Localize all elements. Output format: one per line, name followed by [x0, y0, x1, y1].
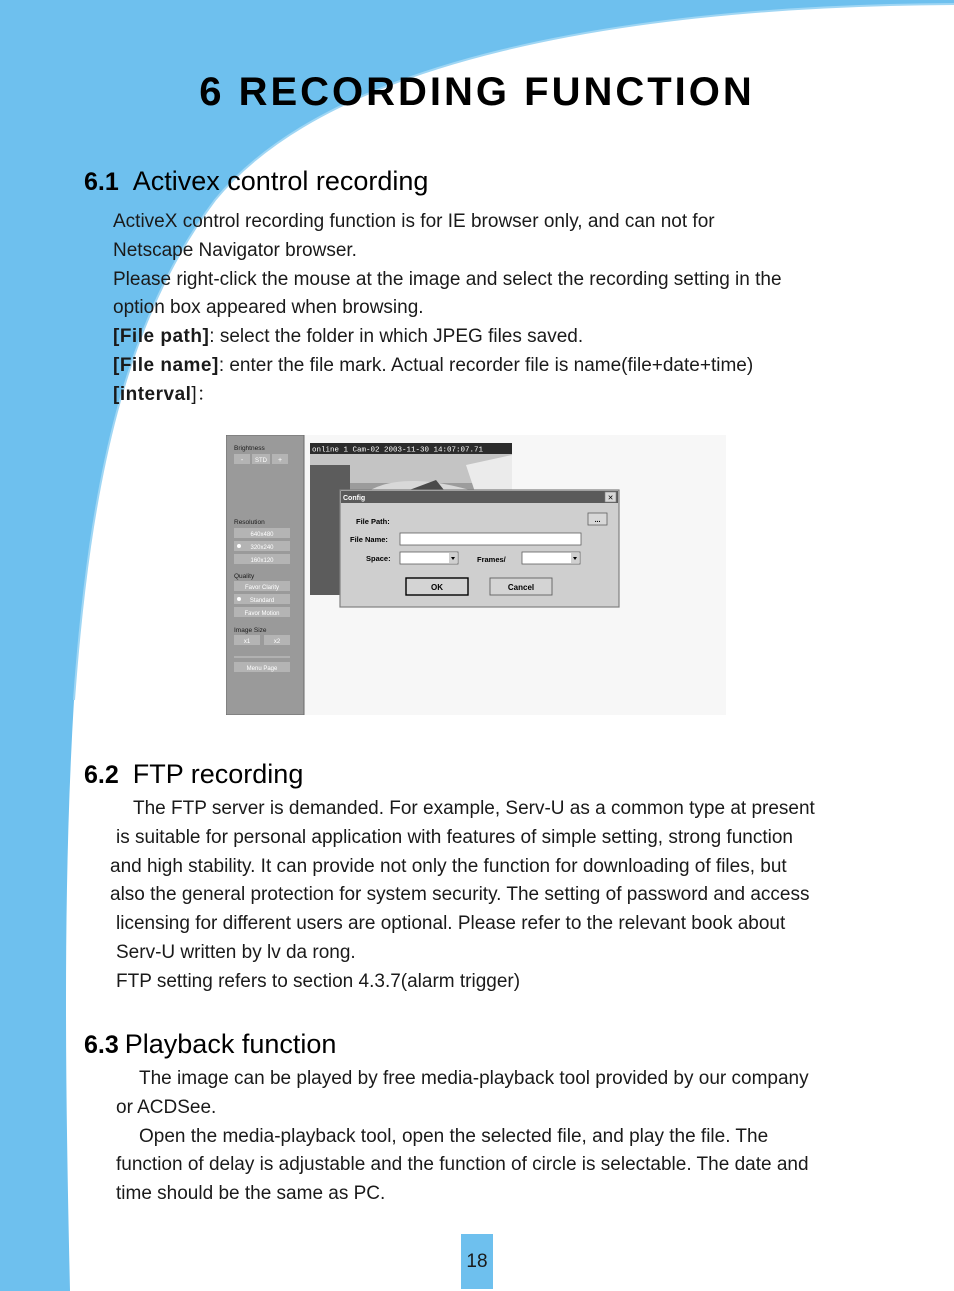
section-6-3-title: Playback function — [124, 1029, 337, 1059]
dialog-title: Config — [343, 495, 366, 502]
file-name-field-label: File Name: — [350, 535, 388, 544]
interval-line — [113, 381, 782, 410]
quality-option-label: Favor Clarity — [244, 585, 280, 591]
text-line: FTP setting refers to section 4.3.7(alarm trigger) — [116, 970, 521, 992]
section-6-1-number: 6.1 — [84, 168, 119, 196]
resolution-option-label: 320x240 — [250, 545, 274, 551]
config-dialog-screenshot — [226, 435, 726, 715]
frames-field-label: Frames/ — [477, 555, 506, 564]
image-size-x1-label: x1 — [243, 639, 251, 645]
resolution-option-label: 640x480 — [250, 532, 274, 538]
text-line: function of delay is adjustable and the function of circle is selectable. The date and — [116, 1154, 809, 1176]
section-6-1-body — [113, 208, 782, 410]
text-line: The FTP server is demanded. For example, Serv-U as a common type at present — [133, 798, 815, 819]
text-line: Open the media-playback tool, open the selected file, and play the file. The — [139, 1125, 769, 1147]
text-line: Please right-click the mouse at the image and select the recording setting in the — [113, 268, 782, 290]
page-title: 6 RECORDING FUNCTION — [199, 70, 755, 114]
control-sidebar — [226, 435, 304, 715]
radio-selected-icon — [237, 544, 241, 548]
text-line: The image can be played by free media-playback tool provided by our company — [139, 1068, 809, 1089]
resolution-option-label: 160x120 — [250, 558, 274, 564]
section-6-1-title: Activex control recording — [132, 166, 429, 196]
section-6-2-title: FTP recording — [132, 759, 304, 789]
quality-label: Quality — [234, 573, 255, 580]
section-6-2-heading — [84, 759, 303, 790]
text-line: Netscape Navigator browser. — [113, 239, 357, 261]
brightness-std-label: STD — [255, 458, 267, 464]
text-line: and high stability. It can provide not only the function for downloading of files, but — [110, 855, 787, 877]
file-name-input[interactable] — [400, 533, 581, 545]
file-name-line — [113, 352, 782, 381]
section-6-3-body — [116, 1065, 809, 1209]
dialog-title-bar — [341, 491, 618, 503]
close-icon: ✕ — [607, 495, 614, 502]
brightness-label: Brightness — [234, 445, 265, 452]
text-line: time should be the same as PC. — [116, 1183, 386, 1205]
space-field-label: Space: — [366, 554, 391, 563]
resolution-label: Resolution — [234, 519, 265, 526]
brightness-plus-label: + — [277, 457, 283, 464]
section-6-1-heading — [84, 166, 428, 197]
quality-option-label: Favor Motion — [244, 611, 280, 617]
section-6-3-number: 6.3 — [84, 1031, 119, 1059]
text-line: Serv-U written by lv da rong. — [116, 941, 356, 963]
image-size-x2-label: x2 — [273, 639, 281, 645]
brightness-minus-label: - — [240, 457, 244, 464]
text-line: ActiveX control recording function is for IE browser only, and can not for — [113, 211, 715, 232]
file-path-line — [113, 323, 782, 352]
text-line: licensing for different users are optional. Please refer to the relevant book about — [116, 913, 786, 935]
menu-page-label: Menu Page — [246, 666, 278, 672]
text-line: also the general protection for system security. The setting of password and access — [110, 884, 810, 906]
page-number: 18 — [461, 1234, 493, 1289]
file-name-text: : enter the file mark. Actual recorder file is name(file+date+time) — [218, 354, 754, 376]
section-6-3-heading — [84, 1029, 336, 1060]
file-path-field-label: File Path: — [356, 517, 390, 526]
text-line: option box appeared when browsing. — [113, 297, 424, 319]
file-path-text: : select the folder in which JPEG files saved. — [209, 326, 584, 348]
browse-button-label: ... — [594, 517, 601, 524]
file-path-label: [File path] — [113, 326, 210, 348]
radio-selected-icon — [237, 597, 241, 601]
section-6-2-body — [110, 795, 815, 997]
file-name-label: [File name] — [113, 354, 219, 376]
section-6-2-number: 6.2 — [84, 761, 119, 789]
text-line: or ACDSee. — [116, 1096, 217, 1118]
config-dialog — [340, 490, 619, 607]
image-size-label: Image Size — [234, 627, 267, 634]
interval-label: [interval — [113, 383, 192, 405]
cancel-button-label: Cancel — [507, 583, 535, 592]
ok-button-label: OK — [431, 583, 443, 592]
quality-option-label: Standard — [249, 598, 275, 604]
text-line: is suitable for personal application with features of simple setting, strong function — [116, 826, 793, 848]
camera-overlay-text: online 1 Cam-02 2003-11-30 14:07:07.71 — [312, 446, 484, 455]
interval-text: ]： — [191, 383, 216, 405]
